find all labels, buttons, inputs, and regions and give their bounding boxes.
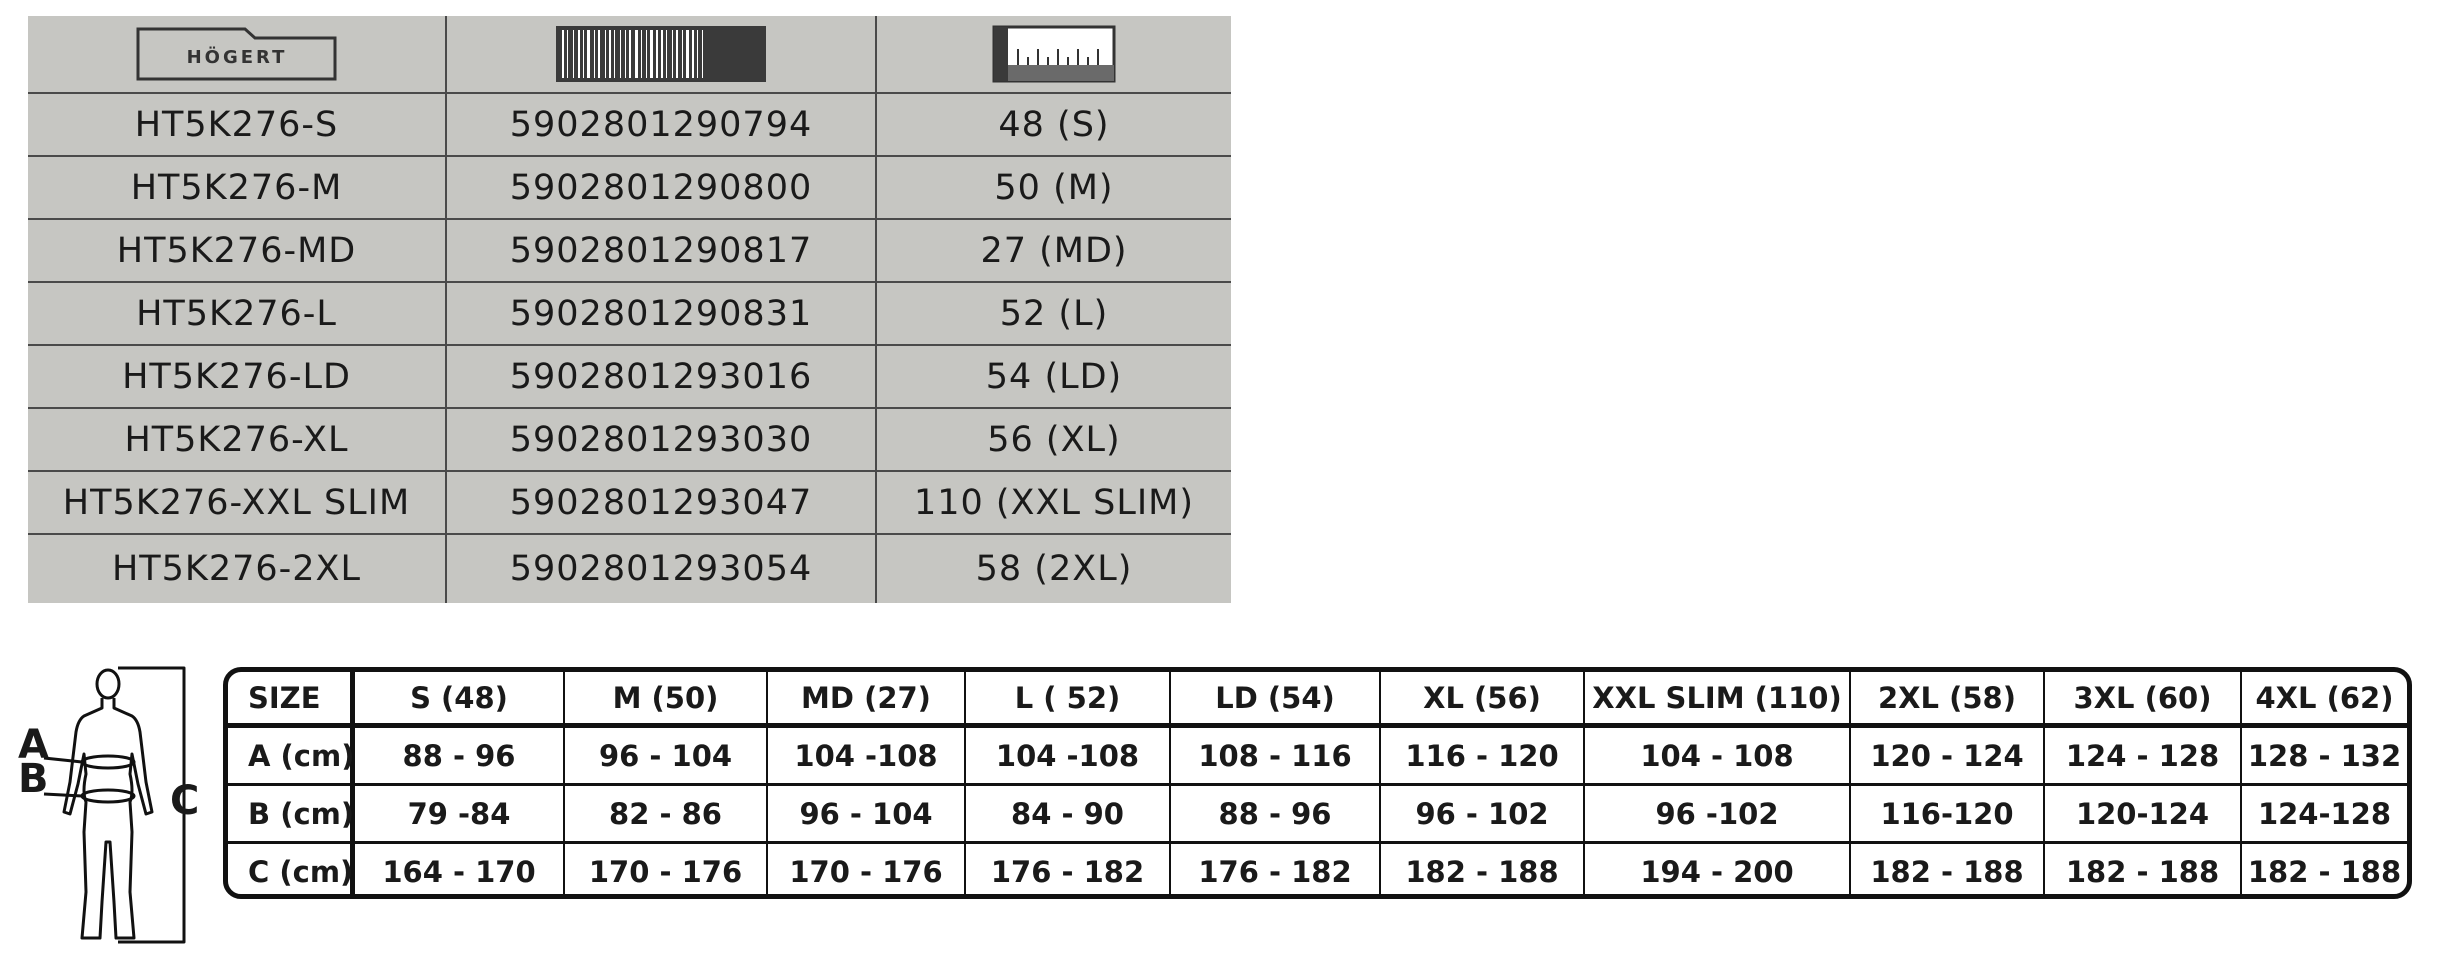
size-header-cell: M (50) <box>565 672 768 723</box>
size-header-cell: L ( 52) <box>966 672 1171 723</box>
figure-label-c: C <box>170 778 200 824</box>
size-cell: 54 (LD) <box>985 356 1123 397</box>
product-table <box>28 16 1231 603</box>
product-table-row <box>28 157 1231 220</box>
measurement-value: 176 - 182 <box>966 844 1171 899</box>
measurement-value: 108 - 116 <box>1171 728 1381 783</box>
product-code-cell: HT5K276-L <box>28 283 447 344</box>
measurement-value: 194 - 200 <box>1585 844 1851 899</box>
product-table-row <box>28 409 1231 472</box>
body-measurement-figure <box>18 662 208 948</box>
product-table-row <box>28 472 1231 535</box>
barcode-icon <box>556 26 766 82</box>
product-code-cell: HT5K276-LD <box>28 346 447 407</box>
measurement-value: 182 - 188 <box>2247 854 2402 889</box>
ean-cell: 5902801293030 <box>447 409 877 470</box>
measurement-label: A (cm) <box>228 728 355 783</box>
barcode-cell <box>447 16 877 92</box>
size-chart-table <box>223 667 2412 899</box>
measurement-value: 104 -108 <box>768 728 966 783</box>
product-code-cell: HT5K276-2XL <box>28 535 447 603</box>
measurement-value: 96 - 104 <box>768 786 966 841</box>
brand-logo-text: HÖGERT <box>186 47 287 68</box>
product-table-row <box>28 346 1231 409</box>
ean-cell: 5902801293054 <box>447 535 877 603</box>
ean-cell: 5902801293047 <box>447 472 877 533</box>
measurement-value: 79 -84 <box>355 786 565 841</box>
size-header-cell: MD (27) <box>768 672 966 723</box>
ean-cell: 5902801293016 <box>447 346 877 407</box>
product-table-row <box>28 535 1231 603</box>
size-chart-row <box>228 728 2407 786</box>
size-header-cell: 3XL (60) <box>2045 672 2242 723</box>
measurement-value: 124-128 <box>2257 796 2392 831</box>
product-code-cell: HT5K276-MD <box>28 220 447 281</box>
size-header-cell: 4XL (62) <box>2255 680 2394 715</box>
size-cell: 27 (MD) <box>980 230 1128 271</box>
measurement-value: 96 - 104 <box>565 728 768 783</box>
figure-label-a: A <box>18 722 49 768</box>
size-chart-header <box>228 672 2407 728</box>
measurement-value: 164 - 170 <box>355 844 565 899</box>
measurement-value: 120 - 124 <box>1851 728 2045 783</box>
ruler-cell <box>877 16 1231 92</box>
ruler-icon <box>992 25 1116 83</box>
measurement-value: 176 - 182 <box>1171 844 1381 899</box>
product-code-cell: HT5K276-XXL SLIM <box>28 472 447 533</box>
measurement-value: 96 - 102 <box>1381 786 1585 841</box>
ean-cell: 5902801290794 <box>447 94 877 155</box>
measurement-value: 116 - 120 <box>1381 728 1585 783</box>
ean-cell: 5902801290800 <box>447 157 877 218</box>
ean-cell: 5902801290817 <box>447 220 877 281</box>
measurement-value: 96 -102 <box>1585 786 1851 841</box>
size-header-cell: XL (56) <box>1381 672 1585 723</box>
measurement-value: 88 - 96 <box>355 728 565 783</box>
brand-logo <box>135 26 339 82</box>
measurement-value: 170 - 176 <box>565 844 768 899</box>
size-header-cell: LD (54) <box>1171 672 1381 723</box>
size-header-cell: S (48) <box>355 672 565 723</box>
size-cell: 58 (2XL) <box>975 549 1133 589</box>
product-code-cell: HT5K276-XL <box>28 409 447 470</box>
measurement-label: C (cm) <box>228 844 355 899</box>
product-table-header <box>28 16 1231 94</box>
measurement-value: 124 - 128 <box>2045 728 2242 783</box>
measurement-value: 128 - 132 <box>2247 738 2402 773</box>
measurement-value: 116-120 <box>1851 786 2045 841</box>
size-cell: 110 (XXL SLIM) <box>913 482 1195 523</box>
product-code-cell: HT5K276-S <box>28 94 447 155</box>
measurement-value: 104 -108 <box>966 728 1171 783</box>
size-header-cell: XXL SLIM (110) <box>1585 672 1851 723</box>
size-chart-row <box>228 844 2407 899</box>
size-cell: 52 (L) <box>999 293 1109 334</box>
product-table-row <box>28 94 1231 157</box>
measurement-value: 170 - 176 <box>768 844 966 899</box>
brand-logo-cell <box>28 16 447 92</box>
measurement-label: B (cm) <box>228 786 355 841</box>
size-cell: 48 (S) <box>998 104 1110 145</box>
ean-cell: 5902801290831 <box>447 283 877 344</box>
measurement-value: 182 - 188 <box>2045 844 2242 899</box>
measurement-value: 104 - 108 <box>1585 728 1851 783</box>
size-header-label: SIZE <box>228 672 355 723</box>
measurement-value: 88 - 96 <box>1171 786 1381 841</box>
measurement-value: 120-124 <box>2045 786 2242 841</box>
product-code-cell: HT5K276-M <box>28 157 447 218</box>
size-header-cell: 2XL (58) <box>1851 672 2045 723</box>
figure-label-b: B <box>18 756 49 802</box>
size-chart-row <box>228 786 2407 844</box>
measurement-value: 82 - 86 <box>565 786 768 841</box>
size-cell: 50 (M) <box>994 167 1114 208</box>
product-table-row <box>28 283 1231 346</box>
measurement-value: 84 - 90 <box>966 786 1171 841</box>
product-table-row <box>28 220 1231 283</box>
measurement-value: 182 - 188 <box>1381 844 1585 899</box>
measurement-value: 182 - 188 <box>1851 844 2045 899</box>
size-cell: 56 (XL) <box>987 419 1121 460</box>
